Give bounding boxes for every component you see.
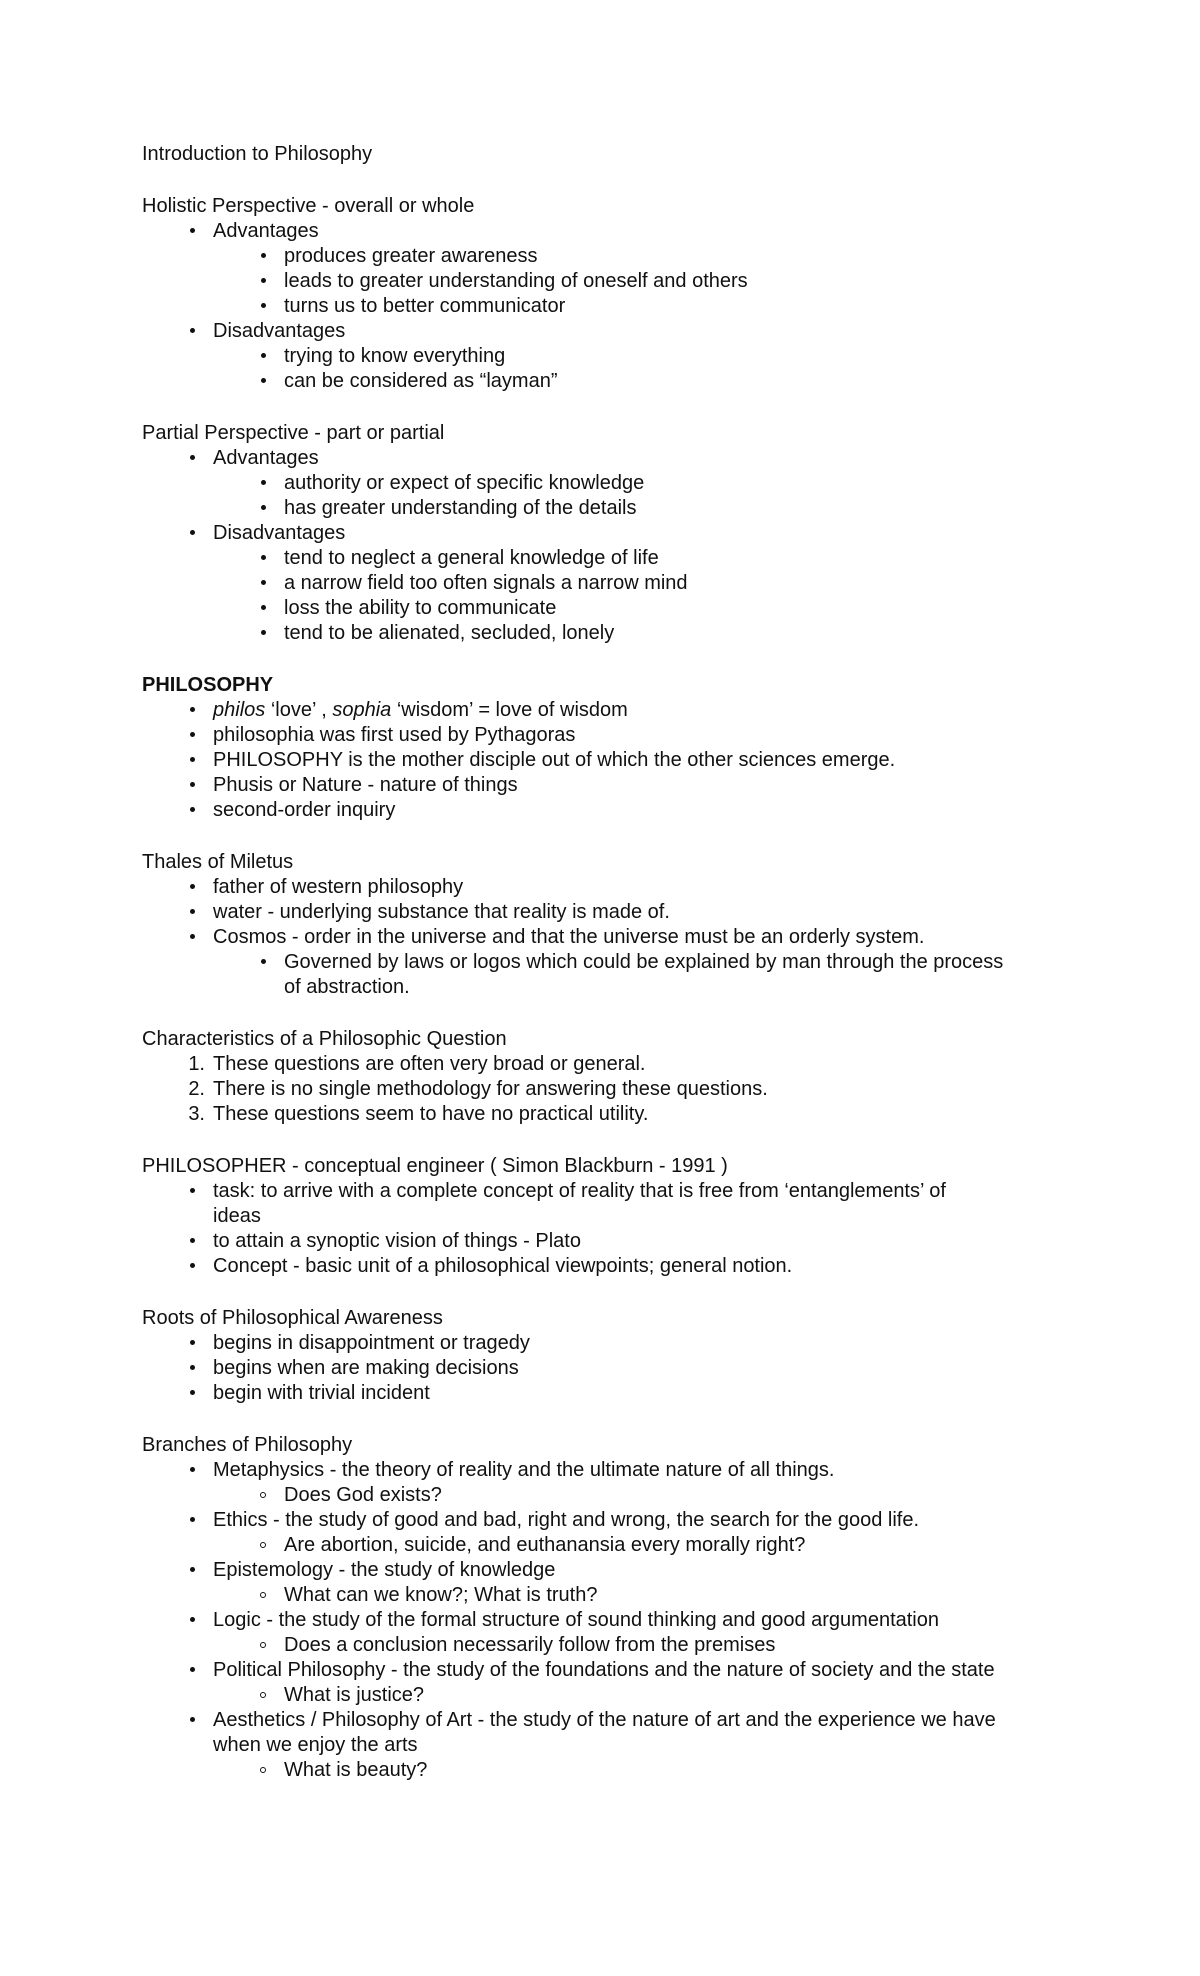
branches-heading: Branches of Philosophy bbox=[142, 1434, 353, 1456]
bullet-icon bbox=[182, 698, 202, 723]
list-item: can be considered as “layman” bbox=[142, 369, 1082, 394]
sub-list-item: What can we know?; What is truth? bbox=[142, 1583, 1082, 1608]
bullet-icon bbox=[182, 773, 202, 798]
list-item-continuation: ideas bbox=[213, 1205, 261, 1227]
item-number: 2. bbox=[188, 1078, 205, 1100]
list-item: begins when are making decisions bbox=[142, 1356, 1082, 1381]
circle-bullet-icon bbox=[253, 1533, 273, 1558]
circle-bullet-icon bbox=[253, 1683, 273, 1708]
list-item: turns us to better communicator bbox=[142, 294, 1082, 319]
list-item: Disadvantages bbox=[142, 521, 1082, 546]
item-number: 3. bbox=[188, 1103, 205, 1125]
bullet-icon bbox=[253, 621, 273, 646]
bullet-icon bbox=[182, 748, 202, 773]
circle-bullet-icon bbox=[253, 1633, 273, 1658]
circle-bullet-icon bbox=[253, 1483, 273, 1508]
bullet-icon bbox=[182, 723, 202, 748]
list-item: Cosmos - order in the universe and that the universe must be an orderly system. bbox=[142, 925, 1082, 950]
sub-list-item: What is beauty? bbox=[142, 1758, 1082, 1783]
document-page bbox=[142, 142, 1082, 1783]
numbered-item: 2. There is no single methodology for answering these questions. bbox=[142, 1077, 1082, 1102]
list-item: to attain a synoptic vision of things - Plato bbox=[142, 1229, 1082, 1254]
sub-list-item: Does God exists? bbox=[142, 1483, 1082, 1508]
bullet-icon bbox=[253, 950, 273, 975]
list-item: second-order inquiry bbox=[142, 798, 1082, 823]
list-item: begins in disappointment or tragedy bbox=[142, 1331, 1082, 1356]
bullet-icon bbox=[182, 1708, 202, 1733]
bullet-icon bbox=[253, 546, 273, 571]
sub-list-item: Are abortion, suicide, and euthanansia every morally right? bbox=[142, 1533, 1082, 1558]
bullet-icon bbox=[182, 925, 202, 950]
list-item: philosophia was first used by Pythagoras bbox=[142, 723, 1082, 748]
bullet-icon bbox=[253, 344, 273, 369]
bullet-icon bbox=[253, 471, 273, 496]
bullet-icon bbox=[182, 1508, 202, 1533]
list-item: produces greater awareness bbox=[142, 244, 1082, 269]
list-item: father of western philosophy bbox=[142, 875, 1082, 900]
list-item: begin with trivial incident bbox=[142, 1381, 1082, 1406]
bullet-icon bbox=[182, 1658, 202, 1683]
circle-bullet-icon bbox=[253, 1758, 273, 1783]
bullet-icon bbox=[182, 219, 202, 244]
list-item: authority or expect of specific knowledge bbox=[142, 471, 1082, 496]
bullet-icon bbox=[182, 1558, 202, 1583]
list-item: a narrow field too often signals a narrow mind bbox=[142, 571, 1082, 596]
document-title: Introduction to Philosophy bbox=[142, 143, 373, 165]
list-item: Political Philosophy - the study of the foundations and the nature of society and the state bbox=[142, 1658, 1082, 1683]
numbered-item: 3. These questions seem to have no practical utility. bbox=[142, 1102, 1082, 1127]
numbered-item: 1. These questions are often very broad or general. bbox=[142, 1052, 1082, 1077]
list-item: Logic - the study of the formal structure of sound thinking and good argumentation bbox=[142, 1608, 1082, 1633]
list-item: water - underlying substance that reality is made of. bbox=[142, 900, 1082, 925]
list-item: Concept - basic unit of a philosophical viewpoints; general notion. bbox=[142, 1254, 1082, 1279]
item-number: 1. bbox=[188, 1053, 205, 1075]
bullet-icon bbox=[182, 1229, 202, 1254]
list-item: Disadvantages bbox=[142, 319, 1082, 344]
bullet-icon bbox=[253, 269, 273, 294]
bullet-icon bbox=[182, 900, 202, 925]
bullet-icon bbox=[182, 1458, 202, 1483]
bullet-icon bbox=[253, 294, 273, 319]
list-item: loss the ability to communicate bbox=[142, 596, 1082, 621]
bullet-icon bbox=[182, 521, 202, 546]
bullet-icon bbox=[182, 1254, 202, 1279]
bullet-icon bbox=[253, 244, 273, 269]
list-item: tend to neglect a general knowledge of life bbox=[142, 546, 1082, 571]
bullet-icon bbox=[182, 1179, 202, 1204]
bullet-icon bbox=[182, 1381, 202, 1406]
list-item: Metaphysics - the theory of reality and the ultimate nature of all things. bbox=[142, 1458, 1082, 1483]
list-item: leads to greater understanding of oneself and others bbox=[142, 269, 1082, 294]
bullet-icon bbox=[182, 798, 202, 823]
list-item-continuation: when we enjoy the arts bbox=[213, 1734, 418, 1756]
list-item: Advantages bbox=[142, 219, 1082, 244]
list-item: philos ‘love’ , sophia ‘wisdom’ = love of wisdom bbox=[142, 698, 1082, 723]
bullet-icon bbox=[182, 875, 202, 900]
philosophy-heading: PHILOSOPHY bbox=[142, 674, 274, 696]
bullet-icon bbox=[182, 1608, 202, 1633]
list-item: tend to be alienated, secluded, lonely bbox=[142, 621, 1082, 646]
philosopher-heading: PHILOSOPHER - conceptual engineer ( Simon Blackburn - 1991 ) bbox=[142, 1155, 728, 1177]
list-item: Ethics - the study of good and bad, right and wrong, the search for the good life. bbox=[142, 1508, 1082, 1533]
bullet-icon bbox=[182, 1331, 202, 1356]
list-item: Aesthetics / Philosophy of Art - the study of the nature of art and the experience we have bbox=[142, 1708, 1082, 1733]
thales-heading: Thales of Miletus bbox=[142, 851, 294, 873]
holistic-heading: Holistic Perspective - overall or whole bbox=[142, 195, 475, 217]
list-item: has greater understanding of the details bbox=[142, 496, 1082, 521]
list-item: Advantages bbox=[142, 446, 1082, 471]
list-item: task: to arrive with a complete concept of reality that is free from ‘entanglements’ of bbox=[142, 1179, 1082, 1204]
bullet-icon bbox=[182, 446, 202, 471]
characteristics-heading: Characteristics of a Philosophic Question bbox=[142, 1028, 507, 1050]
list-item: Phusis or Nature - nature of things bbox=[142, 773, 1082, 798]
bullet-icon bbox=[253, 596, 273, 621]
bullet-icon bbox=[253, 571, 273, 596]
bullet-icon bbox=[253, 369, 273, 394]
list-item: Governed by laws or logos which could be explained by man through the process bbox=[142, 950, 1082, 975]
circle-bullet-icon bbox=[253, 1583, 273, 1608]
list-item: PHILOSOPHY is the mother disciple out of which the other sciences emerge. bbox=[142, 748, 1082, 773]
roots-heading: Roots of Philosophical Awareness bbox=[142, 1307, 443, 1329]
sub-list-item: Does a conclusion necessarily follow from the premises bbox=[142, 1633, 1082, 1658]
bullet-icon bbox=[182, 319, 202, 344]
bullet-icon bbox=[253, 496, 273, 521]
partial-heading: Partial Perspective - part or partial bbox=[142, 422, 445, 444]
sub-list-item: What is justice? bbox=[142, 1683, 1082, 1708]
bullet-icon bbox=[182, 1356, 202, 1381]
list-item-continuation: of abstraction. bbox=[284, 976, 410, 998]
list-item: Epistemology - the study of knowledge bbox=[142, 1558, 1082, 1583]
list-item: trying to know everything bbox=[142, 344, 1082, 369]
